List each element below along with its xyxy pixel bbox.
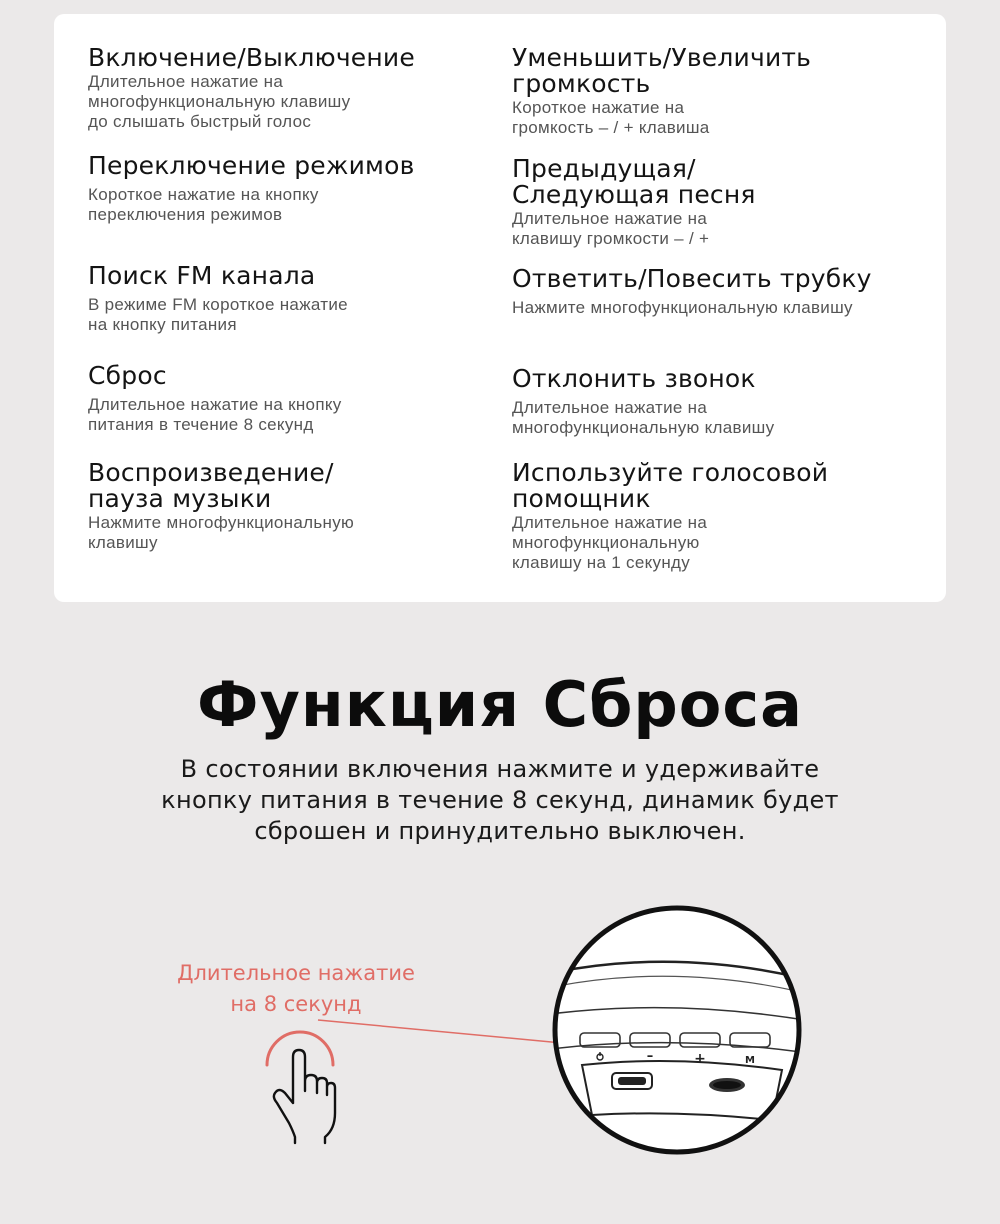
- function-desc: Длительное нажатие на: [512, 209, 708, 228]
- function-desc: Нажмите многофункциональную: [88, 513, 355, 532]
- reset-section-description: [100, 754, 900, 847]
- function-desc: многофункциональную: [512, 533, 700, 552]
- function-title: громкость: [512, 69, 651, 98]
- function-desc: до слышать быстрый голос: [88, 112, 312, 131]
- function-desc: Нажмите многофункциональную клавишу: [512, 298, 853, 317]
- reset-section-title: Функция Сброса: [197, 668, 803, 741]
- function-desc: Короткое нажатие на кнопку: [88, 185, 319, 204]
- multi-button-label: M: [745, 1055, 755, 1066]
- function-title: Уменьшить/Увеличить: [512, 43, 812, 72]
- function-title: Воспроизведение/: [88, 458, 334, 487]
- reset-desc-line: кнопку питания в течение 8 секунд, динамик будет: [161, 786, 839, 814]
- minus-button-label: –: [646, 1049, 654, 1064]
- function-desc: многофункциональную клавишу: [88, 92, 351, 111]
- function-title: Отклонить звонок: [512, 364, 756, 393]
- function-desc: Длительное нажатие на кнопку: [88, 395, 342, 414]
- long-press-line: на 8 секунд: [230, 992, 362, 1016]
- function-title: Используйте голосовой: [512, 458, 829, 487]
- function-answer: [512, 266, 872, 318]
- function-desc: громкость – / + клавиша: [512, 118, 710, 137]
- function-desc: Длительное нажатие на: [88, 72, 284, 91]
- function-power: [88, 45, 415, 132]
- function-assistant: [512, 460, 828, 573]
- function-title: Ответить/Повесить трубку: [512, 264, 872, 293]
- function-desc: Длительное нажатие на: [512, 513, 708, 532]
- function-desc: клавишу: [88, 533, 158, 552]
- speaker-buttons-zoom: [552, 905, 802, 1155]
- function-title: Включение/Выключение: [88, 43, 415, 72]
- function-desc: Длительное нажатие на: [512, 398, 708, 417]
- function-reject: [512, 366, 774, 438]
- function-reset: [88, 363, 342, 435]
- hand-press-icon: [255, 1025, 345, 1145]
- reset-desc-line: сброшен и принудительно выключен.: [254, 817, 746, 845]
- function-mode: [88, 153, 415, 225]
- function-desc: клавишу громкости – / +: [512, 229, 710, 248]
- function-desc: многофункциональную клавишу: [512, 418, 775, 437]
- function-fm: [88, 263, 348, 335]
- function-desc: на кнопку питания: [88, 315, 237, 334]
- function-title: Переключение режимов: [88, 151, 415, 180]
- function-desc: В режиме FM короткое нажатие: [88, 295, 348, 314]
- function-volume: [512, 45, 811, 138]
- function-desc: питания в течение 8 секунд: [88, 415, 314, 434]
- plus-button-label: +: [694, 1051, 706, 1067]
- function-title: Следующая песня: [512, 180, 756, 209]
- reset-desc-line: В состоянии включения нажмите и удерживайте: [180, 755, 820, 783]
- long-press-line: Длительное нажатие: [177, 961, 415, 985]
- function-title: пауза музыки: [88, 484, 272, 513]
- function-play: [88, 460, 354, 553]
- function-title: помощник: [512, 484, 651, 513]
- function-desc: Короткое нажатие на: [512, 98, 685, 117]
- function-track: [512, 156, 756, 249]
- long-press-label: [136, 958, 456, 1020]
- function-title: Поиск FM канала: [88, 261, 316, 290]
- function-desc: клавишу на 1 секунду: [512, 553, 691, 572]
- function-title: Предыдущая/: [512, 154, 696, 183]
- function-title: Сброс: [88, 361, 167, 390]
- function-desc: переключения режимов: [88, 205, 283, 224]
